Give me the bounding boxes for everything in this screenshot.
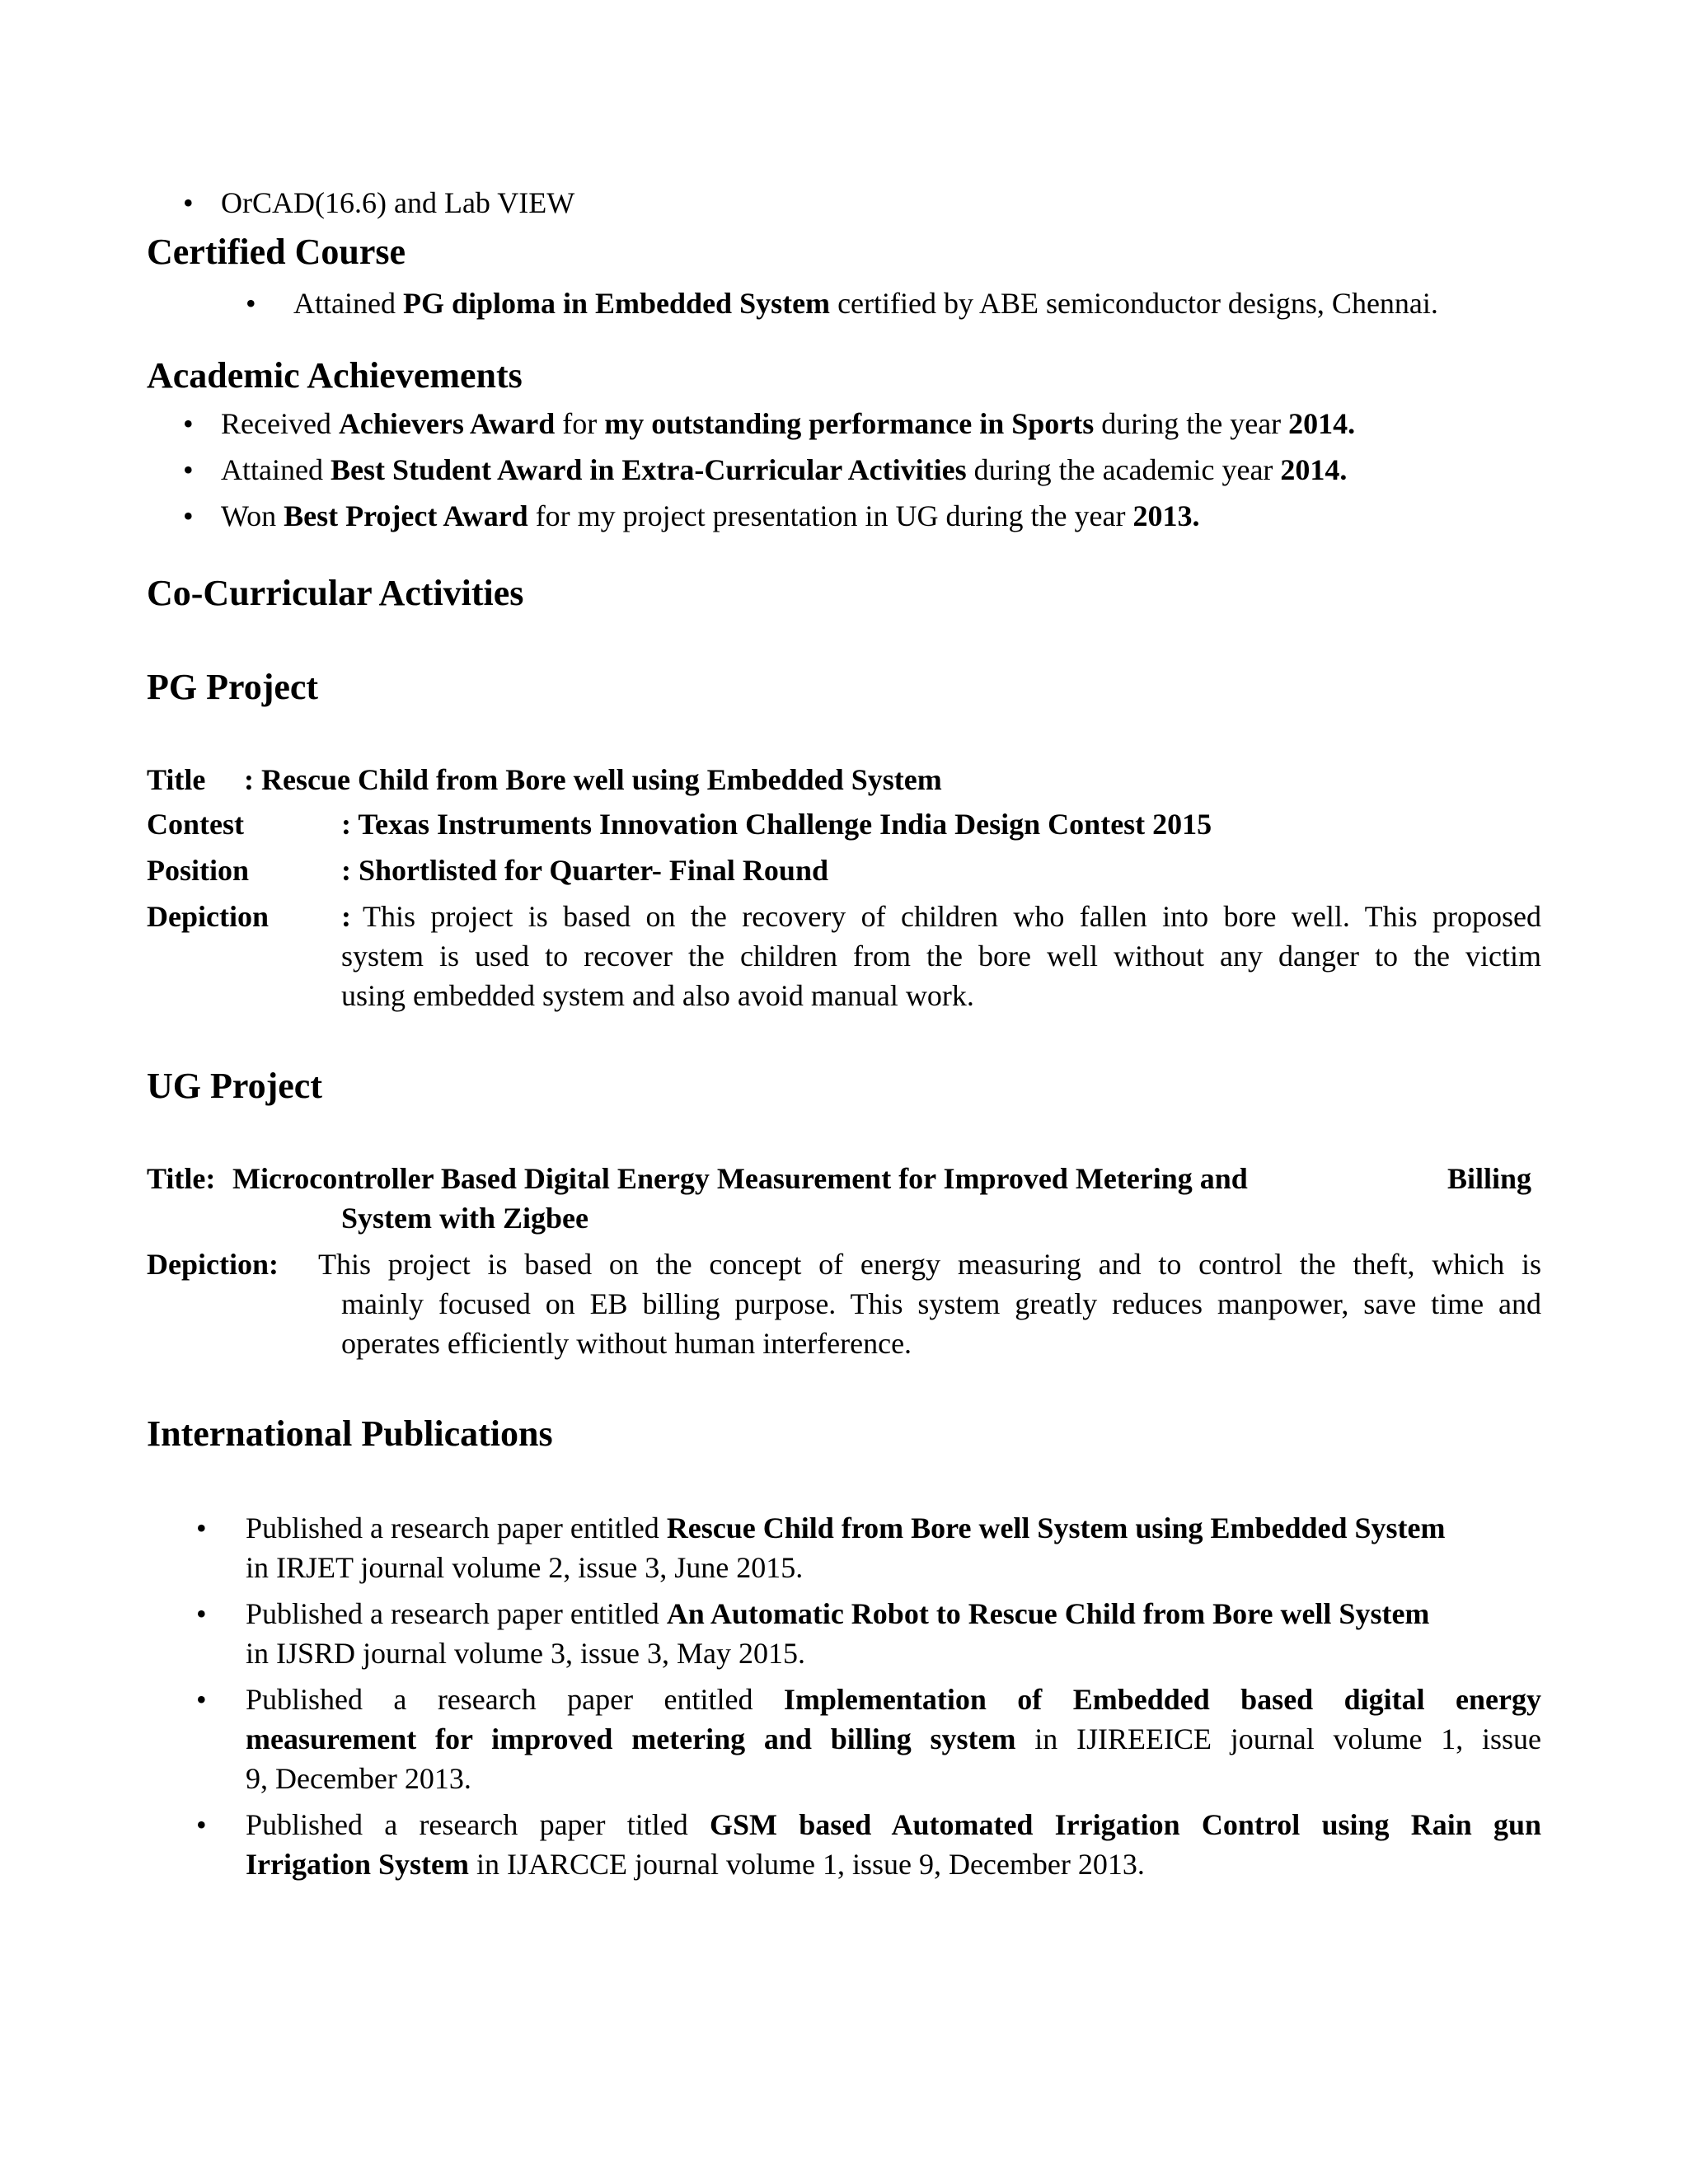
bullet-icon: • <box>183 186 194 219</box>
paper-title: GSM based Automated Irrigation Control using Rain gun <box>709 1808 1542 1841</box>
award-name: Best Student Award in Extra-Curricular Activities <box>330 453 967 486</box>
text-segment: Received <box>221 407 331 440</box>
ug-depiction-line: operates efficiently without human interference. <box>341 1327 912 1360</box>
pg-position-label: Position <box>147 854 250 887</box>
pg-position-value: : Shortlisted for Quarter- Final Round <box>341 854 828 887</box>
pg-contest-value: : Texas Instruments Innovation Challenge India Design Contest 2015 <box>341 808 1212 841</box>
academic-achievements-heading: Academic Achievements <box>147 355 523 396</box>
publications-heading: International Publications <box>147 1413 553 1454</box>
text-segment: Attained <box>293 287 396 320</box>
paper-title: Irrigation System <box>246 1848 469 1881</box>
text-segment: Won <box>221 499 277 532</box>
pg-title-value: : Rescue Child from Bore well using Embedded System <box>244 763 942 796</box>
bullet-icon: • <box>183 407 194 440</box>
text-segment: Published a research paper entitled <box>246 1511 659 1544</box>
award-year: 2013. <box>1132 499 1200 532</box>
text-segment: during the academic year <box>973 453 1273 486</box>
pg-project-heading: PG Project <box>147 667 319 707</box>
text-segment: for <box>562 407 598 440</box>
bullet-icon: • <box>196 1597 207 1630</box>
publication-item <box>246 1680 1541 1719</box>
certified-course-item <box>293 284 1438 323</box>
text-segment: in IJARCCE journal volume 1, issue 9, December 2013. <box>476 1848 1145 1881</box>
software-item: OrCAD(16.6) and Lab VIEW <box>221 186 575 219</box>
ug-depiction-line: mainly focused on EB billing purpose. This system greatly reduces manpower, save time and <box>341 1287 1541 1320</box>
award-year: 2014. <box>1280 453 1348 486</box>
text-segment: Attained <box>221 453 323 486</box>
award-year: 2014. <box>1288 407 1356 440</box>
paper-title: An Automatic Robot to Rescue Child from Bore well System <box>666 1597 1430 1630</box>
pg-depiction-line: system is used to recover the children from the bore well without any danger to the victim <box>341 940 1541 972</box>
bullet-icon: • <box>246 287 256 320</box>
ug-title-label: Title: <box>147 1162 216 1195</box>
bullet-icon: • <box>183 499 194 532</box>
bullet-icon: • <box>196 1808 207 1841</box>
course-name: PG diploma in Embedded System <box>402 287 831 320</box>
ug-title-billing: Billing <box>1447 1162 1532 1195</box>
bullet-icon: • <box>196 1511 207 1544</box>
bullet-icon: • <box>196 1683 207 1716</box>
text-segment: Published a research paper entitled <box>246 1683 753 1716</box>
certified-course-heading: Certified Course <box>147 232 406 272</box>
text-segment: Published a research paper titled <box>246 1808 688 1841</box>
text-segment: certified by ABE semiconductor designs, Chennai. <box>837 287 1438 320</box>
ug-depiction-line: This project is based on the concept of energy measuring and to control the theft, which is <box>318 1248 1541 1281</box>
publication-item <box>246 1805 1541 1844</box>
pg-depiction-line: This project is based on the recovery of children who fallen into bore well. This proposed <box>363 900 1541 933</box>
publication-item-line <box>246 1719 1541 1759</box>
achievement-item <box>221 450 1347 490</box>
text-segment: for my project presentation in UG during the year <box>535 499 1126 532</box>
award-reason: my outstanding performance in Sports <box>604 407 1095 440</box>
publication-item <box>246 1508 1446 1548</box>
pg-depiction-colon: : <box>341 900 351 933</box>
achievement-item <box>221 496 1199 536</box>
pg-contest-label: Contest <box>147 808 244 841</box>
award-name: Achievers Award <box>338 407 556 440</box>
ug-project-heading: UG Project <box>147 1066 322 1106</box>
publication-details: in IRJET journal volume 2, issue 3, June 2015. <box>246 1551 804 1584</box>
pg-depiction-label: Depiction <box>147 900 269 933</box>
paper-title: Rescue Child from Bore well System using Embedded System <box>666 1511 1446 1544</box>
text-segment: Published a research paper entitled <box>246 1597 659 1630</box>
ug-title-line: System with Zigbee <box>341 1202 588 1235</box>
text-segment: during the year <box>1101 407 1282 440</box>
paper-title: measurement for improved metering and billing system <box>246 1722 1016 1755</box>
award-name: Best Project Award <box>284 499 528 532</box>
publication-details: 9, December 2013. <box>246 1762 471 1795</box>
pg-depiction-line: using embedded system and also avoid manual work. <box>341 979 974 1012</box>
co-curricular-heading: Co-Curricular Activities <box>147 573 524 613</box>
bullet-icon: • <box>183 453 194 486</box>
achievement-item <box>221 404 1355 443</box>
publication-item-line <box>246 1844 1145 1884</box>
ug-title-line: Microcontroller Based Digital Energy Measurement for Improved Metering and <box>232 1162 1248 1195</box>
pg-title-label: Title <box>147 763 206 796</box>
publication-details: in IJSRD journal volume 3, issue 3, May 2015. <box>246 1637 805 1670</box>
ug-depiction-label: Depiction: <box>147 1248 279 1281</box>
publication-item <box>246 1594 1429 1633</box>
paper-title: Implementation of Embedded based digital energy <box>783 1683 1541 1716</box>
text-segment: in IJIREEICE journal volume 1, issue <box>1034 1722 1541 1755</box>
